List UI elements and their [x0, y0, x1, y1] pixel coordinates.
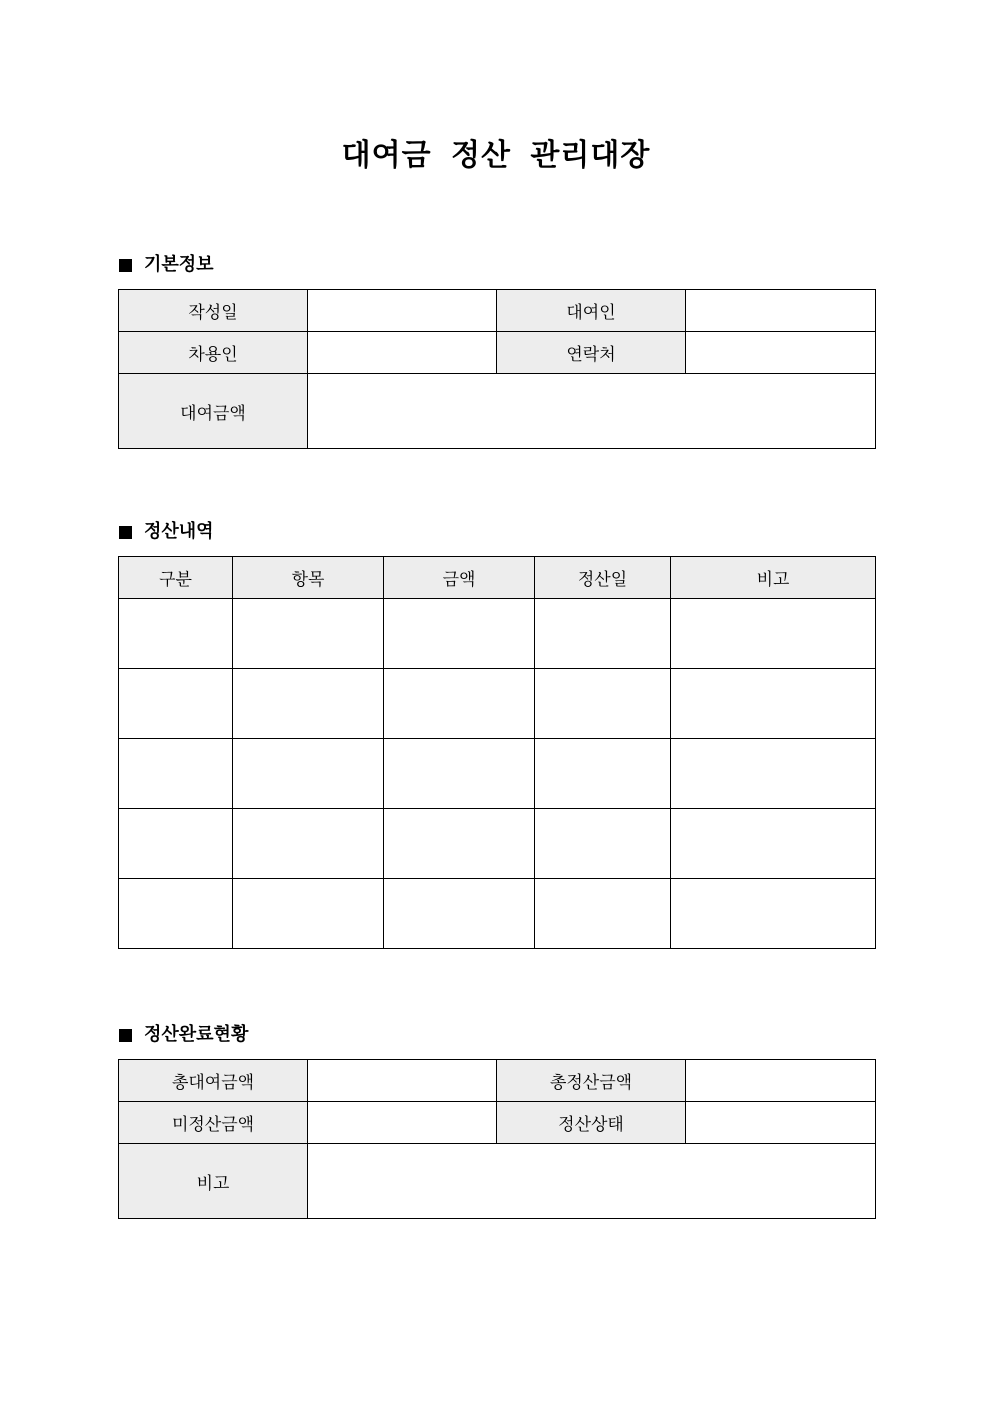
table-row	[119, 1060, 876, 1102]
contact-field[interactable]	[686, 332, 876, 374]
cell-category[interactable]	[119, 599, 233, 669]
table-row	[119, 739, 876, 809]
table-row	[119, 1144, 876, 1219]
cell-amount[interactable]	[384, 879, 535, 949]
square-bullet-icon	[119, 259, 132, 272]
page-title: 대여금 정산 관리대장	[341, 138, 651, 173]
status-field[interactable]	[686, 1102, 876, 1144]
column-header-amount: 금액	[384, 557, 535, 599]
cell-settle-date[interactable]	[535, 669, 671, 739]
cell-category[interactable]	[119, 739, 233, 809]
basic-info-table	[118, 289, 876, 449]
section-heading-completion	[119, 1023, 248, 1047]
borrower-label: 차용인	[119, 332, 308, 374]
table-row	[119, 879, 876, 949]
cell-remarks[interactable]	[671, 599, 876, 669]
cell-item[interactable]	[233, 669, 384, 739]
lender-field[interactable]	[686, 290, 876, 332]
cell-remarks[interactable]	[671, 879, 876, 949]
cell-settle-date[interactable]	[535, 599, 671, 669]
section-title: 기본정보	[144, 254, 214, 275]
cell-category[interactable]	[119, 669, 233, 739]
column-header-remarks: 비고	[671, 557, 876, 599]
cell-remarks[interactable]	[671, 669, 876, 739]
remarks-label: 비고	[119, 1144, 308, 1219]
remarks-field[interactable]	[308, 1144, 876, 1219]
section-heading-basic-info	[119, 253, 214, 277]
status-label: 정산상태	[497, 1102, 686, 1144]
cell-amount[interactable]	[384, 809, 535, 879]
cell-category[interactable]	[119, 879, 233, 949]
completion-table	[118, 1059, 876, 1219]
total-settled-label: 총정산금액	[497, 1060, 686, 1102]
unsettled-field[interactable]	[308, 1102, 497, 1144]
loan-amount-field[interactable]	[308, 374, 876, 449]
column-header-settle-date: 정산일	[535, 557, 671, 599]
cell-item[interactable]	[233, 739, 384, 809]
table-row	[119, 1102, 876, 1144]
table-row	[119, 374, 876, 449]
section-title: 정산내역	[144, 521, 214, 542]
total-loan-field[interactable]	[308, 1060, 497, 1102]
settlement-table	[118, 556, 876, 949]
table-row	[119, 809, 876, 879]
section-title: 정산완료현황	[144, 1024, 249, 1045]
cell-amount[interactable]	[384, 599, 535, 669]
cell-remarks[interactable]	[671, 809, 876, 879]
borrower-field[interactable]	[308, 332, 497, 374]
unsettled-label: 미정산금액	[119, 1102, 308, 1144]
cell-category[interactable]	[119, 809, 233, 879]
table-row	[119, 290, 876, 332]
loan-amount-label: 대여금액	[119, 374, 308, 449]
column-header-category: 구분	[119, 557, 233, 599]
cell-amount[interactable]	[384, 739, 535, 809]
created-date-label: 작성일	[119, 290, 308, 332]
table-row	[119, 669, 876, 739]
created-date-field[interactable]	[308, 290, 497, 332]
cell-item[interactable]	[233, 599, 384, 669]
table-row	[119, 332, 876, 374]
square-bullet-icon	[119, 1029, 132, 1042]
square-bullet-icon	[119, 526, 132, 539]
cell-amount[interactable]	[384, 669, 535, 739]
cell-settle-date[interactable]	[535, 809, 671, 879]
cell-remarks[interactable]	[671, 739, 876, 809]
cell-item[interactable]	[233, 809, 384, 879]
contact-label: 연락처	[497, 332, 686, 374]
section-heading-settlement	[119, 520, 214, 544]
total-loan-label: 총대여금액	[119, 1060, 308, 1102]
cell-settle-date[interactable]	[535, 739, 671, 809]
total-settled-field[interactable]	[686, 1060, 876, 1102]
lender-label: 대여인	[497, 290, 686, 332]
cell-settle-date[interactable]	[535, 879, 671, 949]
table-row	[119, 599, 876, 669]
column-header-item: 항목	[233, 557, 384, 599]
table-header-row	[119, 557, 876, 599]
cell-item[interactable]	[233, 879, 384, 949]
